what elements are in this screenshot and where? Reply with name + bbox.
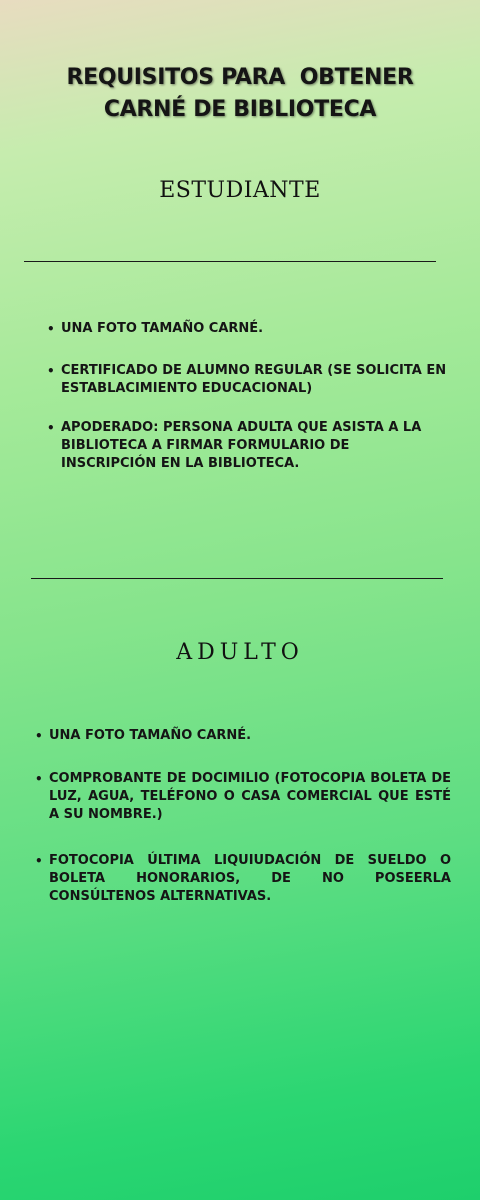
title-line-2: CARNÉ DE BIBLIOTECA (103, 97, 377, 122)
list-item (35, 852, 451, 906)
list-item (35, 727, 451, 745)
list-item (47, 419, 447, 473)
list-item-text: FOTOCOPIA ÚLTIMA LIQUIUDACIÓN DE SUELDO O BOLETA HONORARIOS, DE NO POSEERLA CONSÚLTENOS ALTERNATIVAS. (49, 853, 451, 904)
adult-requirements-list (35, 727, 451, 931)
list-item-text: COMPROBANTE DE DOCIMILIO (FOTOCOPIA BOLETA DE LUZ, AGUA, TELÉFONO O CASA COMERCIAL QUE ESTÉ A SU NOMBRE.) (49, 771, 451, 822)
bullet-icon: • (47, 322, 55, 336)
page-title (0, 62, 480, 126)
bullet-icon: • (35, 854, 43, 868)
list-item (35, 770, 451, 824)
list-item-text: CERTIFICADO DE ALUMNO REGULAR (SE SOLICITA EN ESTABLACIMIENTO EDUCACIONAL) (61, 363, 447, 396)
divider-middle (31, 578, 443, 579)
student-requirements-list (47, 320, 447, 497)
divider-top (24, 261, 436, 262)
title-line-1: REQUISITOS PARA OBTENER (66, 65, 414, 90)
bullet-icon: • (35, 729, 43, 743)
bullet-icon: • (47, 421, 55, 435)
list-item (47, 362, 447, 398)
adult-section-heading: ADULTO (176, 640, 304, 665)
list-item-text: APODERADO: PERSONA ADULTA QUE ASISTA A LA BIBLIOTECA A FIRMAR FORMULARIO DE INSCRIPCIÓN EN LA BIBLIOTECA. (61, 420, 422, 471)
list-item (47, 320, 447, 338)
list-item-text: UNA FOTO TAMAÑO CARNÉ. (61, 321, 264, 336)
bullet-icon: • (35, 772, 43, 786)
list-item-text: UNA FOTO TAMAÑO CARNÉ. (49, 728, 252, 743)
bullet-icon: • (47, 364, 55, 378)
student-section-heading: ESTUDIANTE (159, 178, 321, 203)
